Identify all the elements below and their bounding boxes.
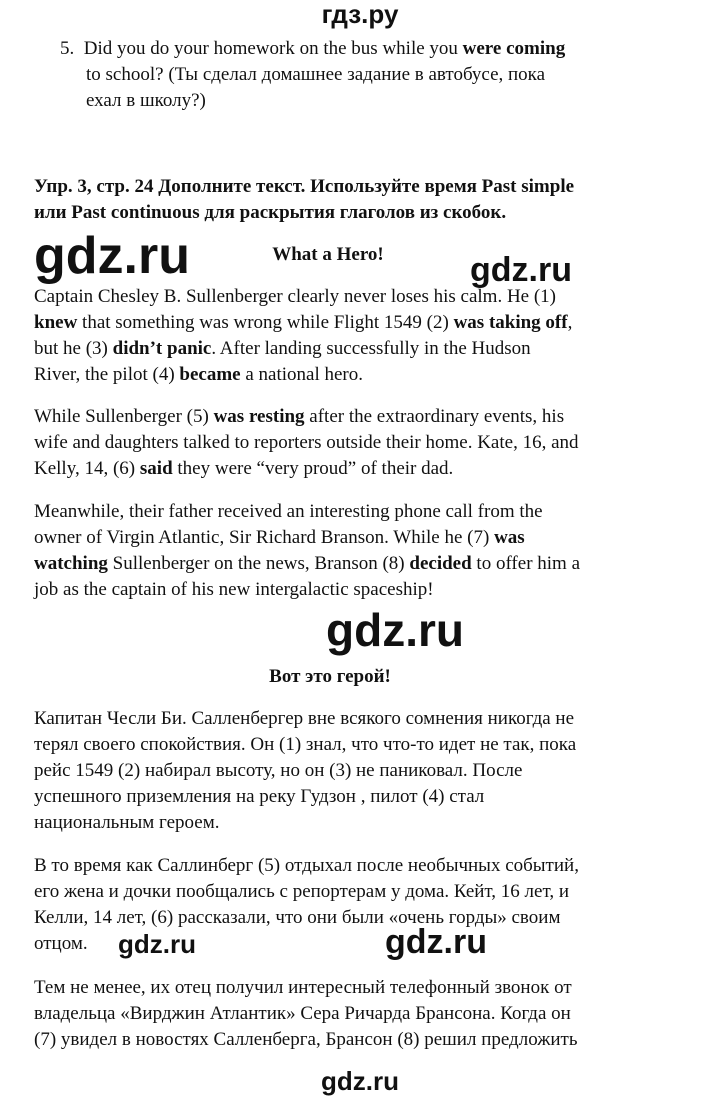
task-heading xyxy=(34,174,694,226)
text-line: В то время как Саллинберг (5) отдыхал после необычных событий, xyxy=(34,855,579,876)
item-number: 5. xyxy=(60,38,75,59)
text-span: While Sullenberger (5) xyxy=(34,406,214,427)
english-title: What a Hero! xyxy=(272,244,384,265)
text-line: job as the captain of his new intergalactic spaceship! xyxy=(34,579,434,600)
answer-verb: was resting xyxy=(213,406,305,427)
russian-paragraph-1 xyxy=(34,706,694,836)
text-line: национальным героем. xyxy=(34,812,220,833)
english-paragraph-2 xyxy=(34,404,694,482)
footer-watermark: gdz.ru xyxy=(321,1066,399,1096)
exercise-item-5 xyxy=(60,36,680,114)
text-line: его жена и дочки пообщались с репортерам у дома. Кейт, 16 лет, и xyxy=(34,881,570,902)
russian-title: Вот это герой! xyxy=(269,666,391,687)
text-line: владельца «Вирджин Атлантик» Сера Ричарда Брансона. Когда он xyxy=(34,1003,571,1024)
text-span: a national hero. xyxy=(240,364,364,385)
text-line: (7) увидел в новостях Салленберга, Брансон (8) решил предложить xyxy=(34,1029,578,1050)
text-span: they were “very proud” of their dad. xyxy=(172,458,454,479)
item-text-line: to school? (Ты сделал домашнее задание в автобусе, пока xyxy=(86,64,546,85)
text-line: Келли, 14 лет, (6) рассказали, что они были «очень горды» своим xyxy=(34,907,561,928)
text-span: . After landing successfully in the Hudson xyxy=(211,338,531,359)
answer-verb: said xyxy=(139,458,173,479)
text-line: отцом. xyxy=(34,933,88,954)
text-span: Sullenberger on the news, Branson (8) xyxy=(107,553,410,574)
text-line: wife and daughters talked to reporters outside their home. Kate, 16, and xyxy=(34,432,579,453)
text-line: Тем не менее, их отец получил интересный телефонный звонок от xyxy=(34,977,572,998)
text-span: to offer him a xyxy=(471,553,581,574)
item-text-line: ехал в школу?) xyxy=(86,90,206,111)
answer-verb: was xyxy=(494,527,525,548)
watermark-large: gdz.ru xyxy=(34,227,190,285)
answer-verb: didn’t panic xyxy=(112,338,212,359)
text-span: after the extraordinary events, his xyxy=(304,406,565,427)
text-span: that something was wrong while Flight 1549 (2) xyxy=(77,312,454,333)
text-line: Meanwhile, their father received an interesting phone call from the xyxy=(34,501,543,522)
watermark-center: gdz.ru xyxy=(326,604,464,656)
task-heading-line: Упр. 3, стр. 24 Дополните текст. Используйте время Past simple xyxy=(34,176,575,197)
answer-verb: were coming xyxy=(462,38,566,59)
text-span: owner of Virgin Atlantic, Sir Richard Branson. While he (7) xyxy=(34,527,495,548)
text-span: Kelly, 14, (6) xyxy=(34,458,140,479)
item-text: Did you do your homework on the bus while you xyxy=(83,38,463,59)
watermark-small-left: gdz.ru xyxy=(118,929,196,959)
answer-verb: decided xyxy=(409,553,472,574)
watermark-small-right: gdz.ru xyxy=(385,923,487,961)
text-span: but he (3) xyxy=(34,338,113,359)
english-paragraph-3 xyxy=(34,499,694,603)
text-line: успешного приземления на реку Гудзон , пилот (4) стал xyxy=(34,786,485,807)
text-span: River, the pilot (4) xyxy=(34,364,180,385)
text-line: рейс 1549 (2) набирал высоту, но он (3) не паниковал. После xyxy=(34,760,523,781)
english-paragraph-1 xyxy=(34,284,694,388)
answer-verb: was taking off xyxy=(453,312,568,333)
text-span: , xyxy=(567,312,573,333)
russian-paragraph-3 xyxy=(34,975,694,1053)
answer-verb: became xyxy=(179,364,241,385)
answer-verb: watching xyxy=(34,553,108,574)
task-heading-line: или Past continuous для раскрытия глаголов из скобок. xyxy=(34,202,507,223)
watermark-right: gdz.ru xyxy=(470,251,572,289)
text-line: Капитан Чесли Би. Салленбергер вне всякого сомнения никогда не xyxy=(34,708,575,729)
text-line: терял своего спокойствия. Он (1) знал, что что-то идет не так, пока xyxy=(34,734,577,755)
answer-verb: knew xyxy=(34,312,78,333)
text-line: Captain Chesley B. Sullenberger clearly never loses his calm. He (1) xyxy=(34,286,556,307)
header-watermark: гдз.ру xyxy=(321,0,399,29)
